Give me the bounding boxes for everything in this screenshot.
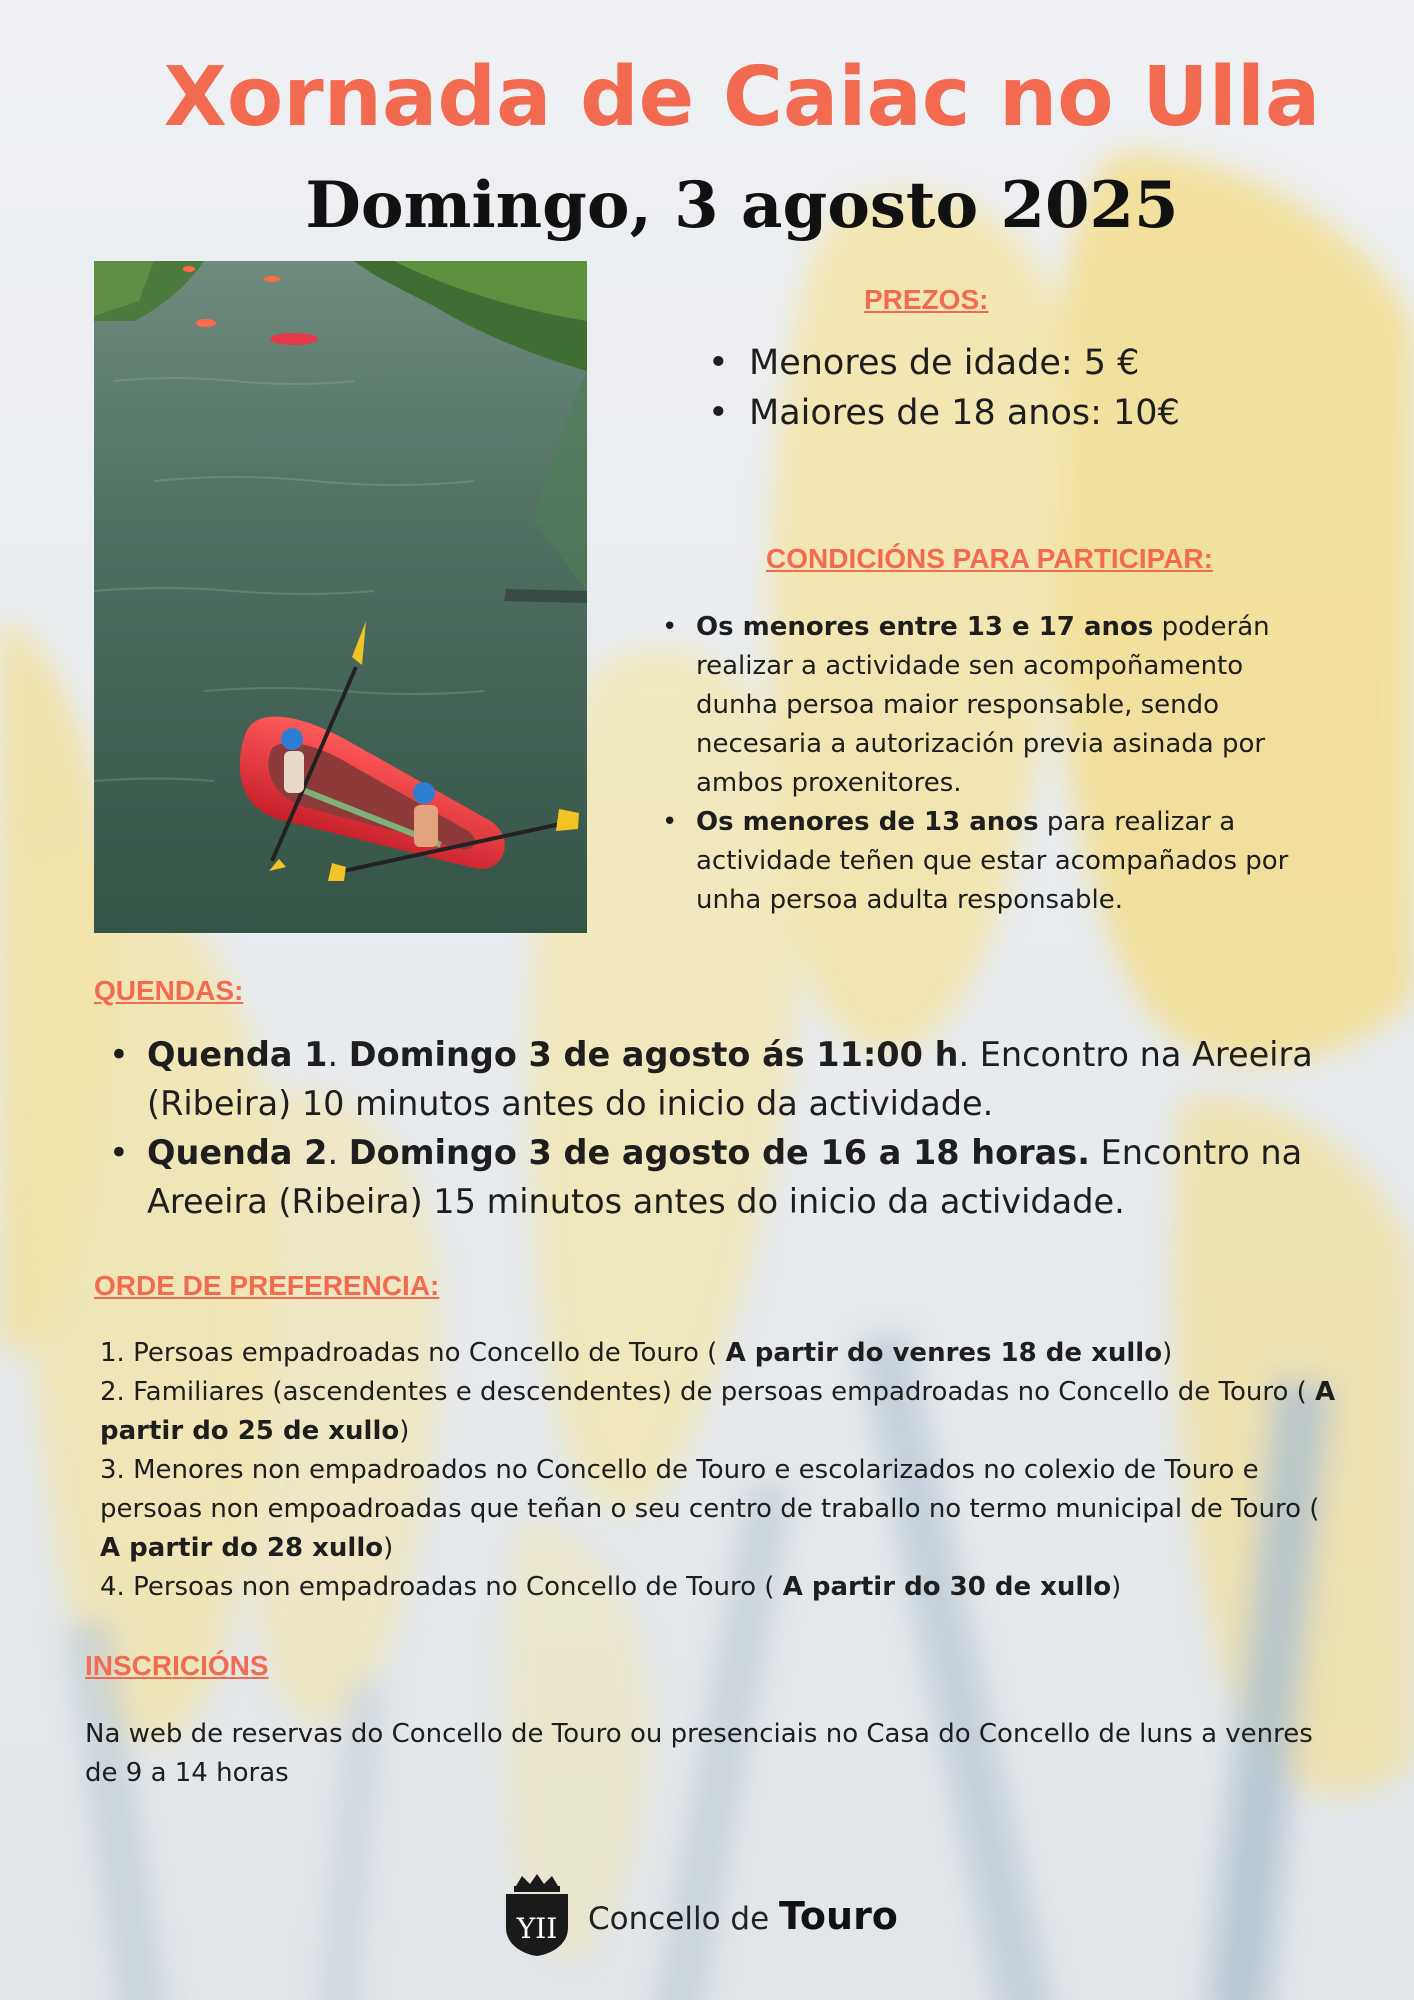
shift-label: Quenda 2 xyxy=(147,1133,328,1172)
preference-text: 3. Menores non empadroados no Concello de Touro e escolarizados no colexio de Touro e persoas non empoadroadas que teñan o seu centro de traballo no termo municipal de Touro ( xyxy=(100,1455,1320,1524)
condition-bold: Os menores de 13 anos xyxy=(696,807,1039,837)
prices-list xyxy=(704,338,1224,438)
emblem-letters: YII xyxy=(516,1912,558,1945)
price-minors: • Menores de idade: 5 € xyxy=(704,338,1224,388)
shift-separator: . xyxy=(327,1133,349,1172)
preference-item xyxy=(100,1451,1340,1568)
registration-text: Na web de reservas do Concello de Touro ou presenciais no Casa do Concello de luns a venres de 9 a 14 horas xyxy=(85,1719,1313,1788)
preference-end: ) xyxy=(399,1416,410,1446)
shift-separator: . xyxy=(327,1035,349,1074)
shift-time: Domingo 3 de agosto ás 11:00 h xyxy=(348,1035,959,1074)
shift-item xyxy=(107,1030,1337,1128)
shift-text: . Encontro na Areeira (Ribeira) 10 minutos antes do inicio da actividade. xyxy=(147,1035,1313,1123)
preference-end: ) xyxy=(383,1533,394,1563)
preference-item xyxy=(100,1568,1340,1607)
shifts-list xyxy=(107,1030,1337,1226)
condition-text: poderán realizar a actividade sen acompoñamento dunha persoa maior responsable, sendo necesaria a autorización previa asinada por ambos proxenitores. xyxy=(696,612,1270,798)
shift-text: Encontro na Areeira (Ribeira) 15 minutos antes do inicio da actividade. xyxy=(147,1133,1303,1221)
logo-prefix: Concello de xyxy=(588,1901,780,1937)
preference-date: A partir do 30 de xullo xyxy=(782,1572,1112,1602)
preference-text: 4. Persoas non empadroadas no Concello de Touro ( xyxy=(100,1572,783,1602)
preference-end: ) xyxy=(1111,1572,1122,1602)
preference-end: ) xyxy=(1162,1338,1173,1368)
preference-item xyxy=(100,1334,1340,1373)
shift-label: Quenda 1 xyxy=(147,1035,328,1074)
conditions-heading: CONDICIÓNS PARA PARTICIPAR: xyxy=(766,543,1213,574)
preference-list xyxy=(100,1334,1340,1607)
preference-item xyxy=(100,1373,1340,1451)
page-title: Xornada de Caiac no Ulla xyxy=(163,50,1321,145)
shift-item xyxy=(107,1128,1337,1226)
shifts-heading: QUENDAS: xyxy=(94,975,244,1006)
conditions-list xyxy=(658,608,1318,920)
shift-time: Domingo 3 de agosto de 16 a 18 horas. xyxy=(348,1133,1090,1172)
preference-text: 1. Persoas empadroadas no Concello de Touro ( xyxy=(100,1338,726,1368)
price-adults: • Maiores de 18 anos: 10€ xyxy=(704,388,1224,438)
preference-heading: ORDE DE PREFERENCIA: xyxy=(94,1270,440,1301)
preference-date: A partir do 25 de xullo xyxy=(100,1377,1336,1446)
kayak-river-photo xyxy=(94,261,587,933)
condition-item xyxy=(658,608,1318,803)
logo-name: Touro xyxy=(779,1894,898,1938)
condition-item xyxy=(658,803,1318,920)
condition-text: para realizar a actividade teñen que estar acompañados por unha persoa adulta responsable. xyxy=(696,807,1289,915)
registration-heading: INSCRICIÓNS xyxy=(85,1650,269,1681)
crown-shield-emblem-icon xyxy=(502,1872,572,1956)
preference-date: A partir do venres 18 de xullo xyxy=(725,1338,1163,1368)
condition-bold: Os menores entre 13 e 17 anos xyxy=(696,612,1154,642)
preference-date: A partir do 28 xullo xyxy=(100,1533,384,1563)
concello-logo xyxy=(502,1872,952,1956)
prices-heading: PREZOS: xyxy=(864,284,989,315)
event-date: Domingo, 3 agosto 2025 xyxy=(305,168,1179,243)
logo-label xyxy=(588,1894,898,1938)
preference-text: 2. Familiares (ascendentes e descendentes) de persoas empadroadas no Concello de Touro ( xyxy=(100,1377,1316,1407)
